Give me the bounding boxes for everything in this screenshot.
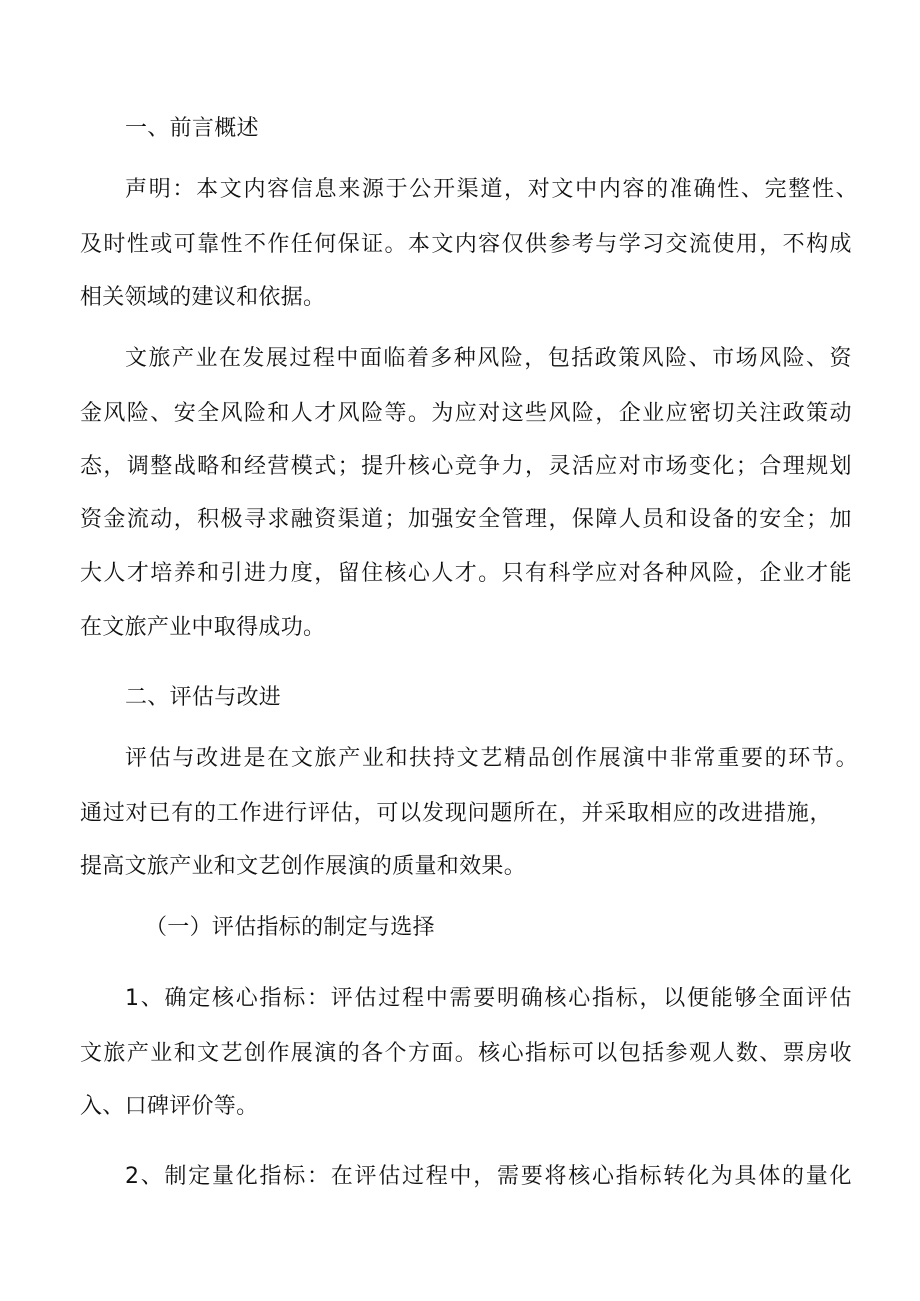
paragraph-line: 在文旅产业中取得成功。 [80,615,326,640]
list-item-line: 2 、 制 定 量 化 指 标 ： 在 评 估 过 程 中 ， 需 要 将 核 心 指 标 转 化 为 具 体 的 量 化 [125,1164,852,1189]
paragraph-line: 声 明 ： 本 文 内 容 信 息 来 源 于 公 开 渠 道 ， 对 文 中 内 容 的 准 确 性 、 完 整 性 、 [125,177,858,202]
section-heading-1: 一、前言概述 [125,116,259,141]
subsection-heading: （一）评估指标的制定与选择 [145,915,435,940]
paragraph-line: 相关领域的建议和依据。 [80,285,326,310]
paragraph-line: 提高文旅产业和文艺创作展演的质量和效果。 [80,854,527,879]
list-item-line: 文 旅 产 业 和 文 艺 创 作 展 演 的 各 个 方 面 。 核 心 指 标 可 以 包 括 参 观 人 数 、 票 房 收 [80,1041,852,1066]
paragraph-line: 及 时 性 或 可 靠 性 不 作 任 何 保 证 。 本 文 内 容 仅 供 参 考 与 学 习 交 流 使 用 ， 不 构 成 [80,232,852,257]
paragraph-line: 态 ， 调 整 战 略 和 经 营 模 式 ； 提 升 核 心 竞 争 力 ， 灵 活 应 对 市 场 变 化 ； 合 理 规 划 [80,454,852,479]
list-item-line: 1 、 确 定 核 心 指 标 ： 评 估 过 程 中 需 要 明 确 核 心 指 标 ， 以 便 能 够 全 面 评 估 [125,986,852,1011]
paragraph-line: 大 人 才 培 养 和 引 进 力 度 ， 留 住 核 心 人 才 。 只 有 科 学 应 对 各 种 风 险 ， 企 业 才 能 [80,561,852,586]
paragraph-line: 文 旅 产 业 在 发 展 过 程 中 面 临 着 多 种 风 险 ， 包 括 政 策 风 险 、 市 场 风 险 、 资 [125,346,852,371]
paragraph-line: 通 过 对 已 有 的 工 作 进 行 评 估 ， 可 以 发 现 问 题 所 在 ， 并 采 取 相 应 的 改 进 措 施 ， [80,801,832,826]
paragraph-line: 资 金 流 动 ， 积 极 寻 求 融 资 渠 道 ； 加 强 安 全 管 理 ， 保 障 人 员 和 设 备 的 安 全 ； 加 [80,507,852,532]
list-item-line: 入、口碑评价等。 [80,1094,259,1119]
section-heading-2: 二、评估与改进 [125,685,282,710]
paragraph-line: 评 估 与 改 进 是 在 文 旅 产 业 和 扶 持 文 艺 精 品 创 作 展 演 中 非 常 重 要 的 环 节 。 [125,746,858,771]
paragraph-line: 金 风 险 、 安 全 风 险 和 人 才 风 险 等 。 为 应 对 这 些 风 险 ， 企 业 应 密 切 关 注 政 策 动 [80,401,852,426]
